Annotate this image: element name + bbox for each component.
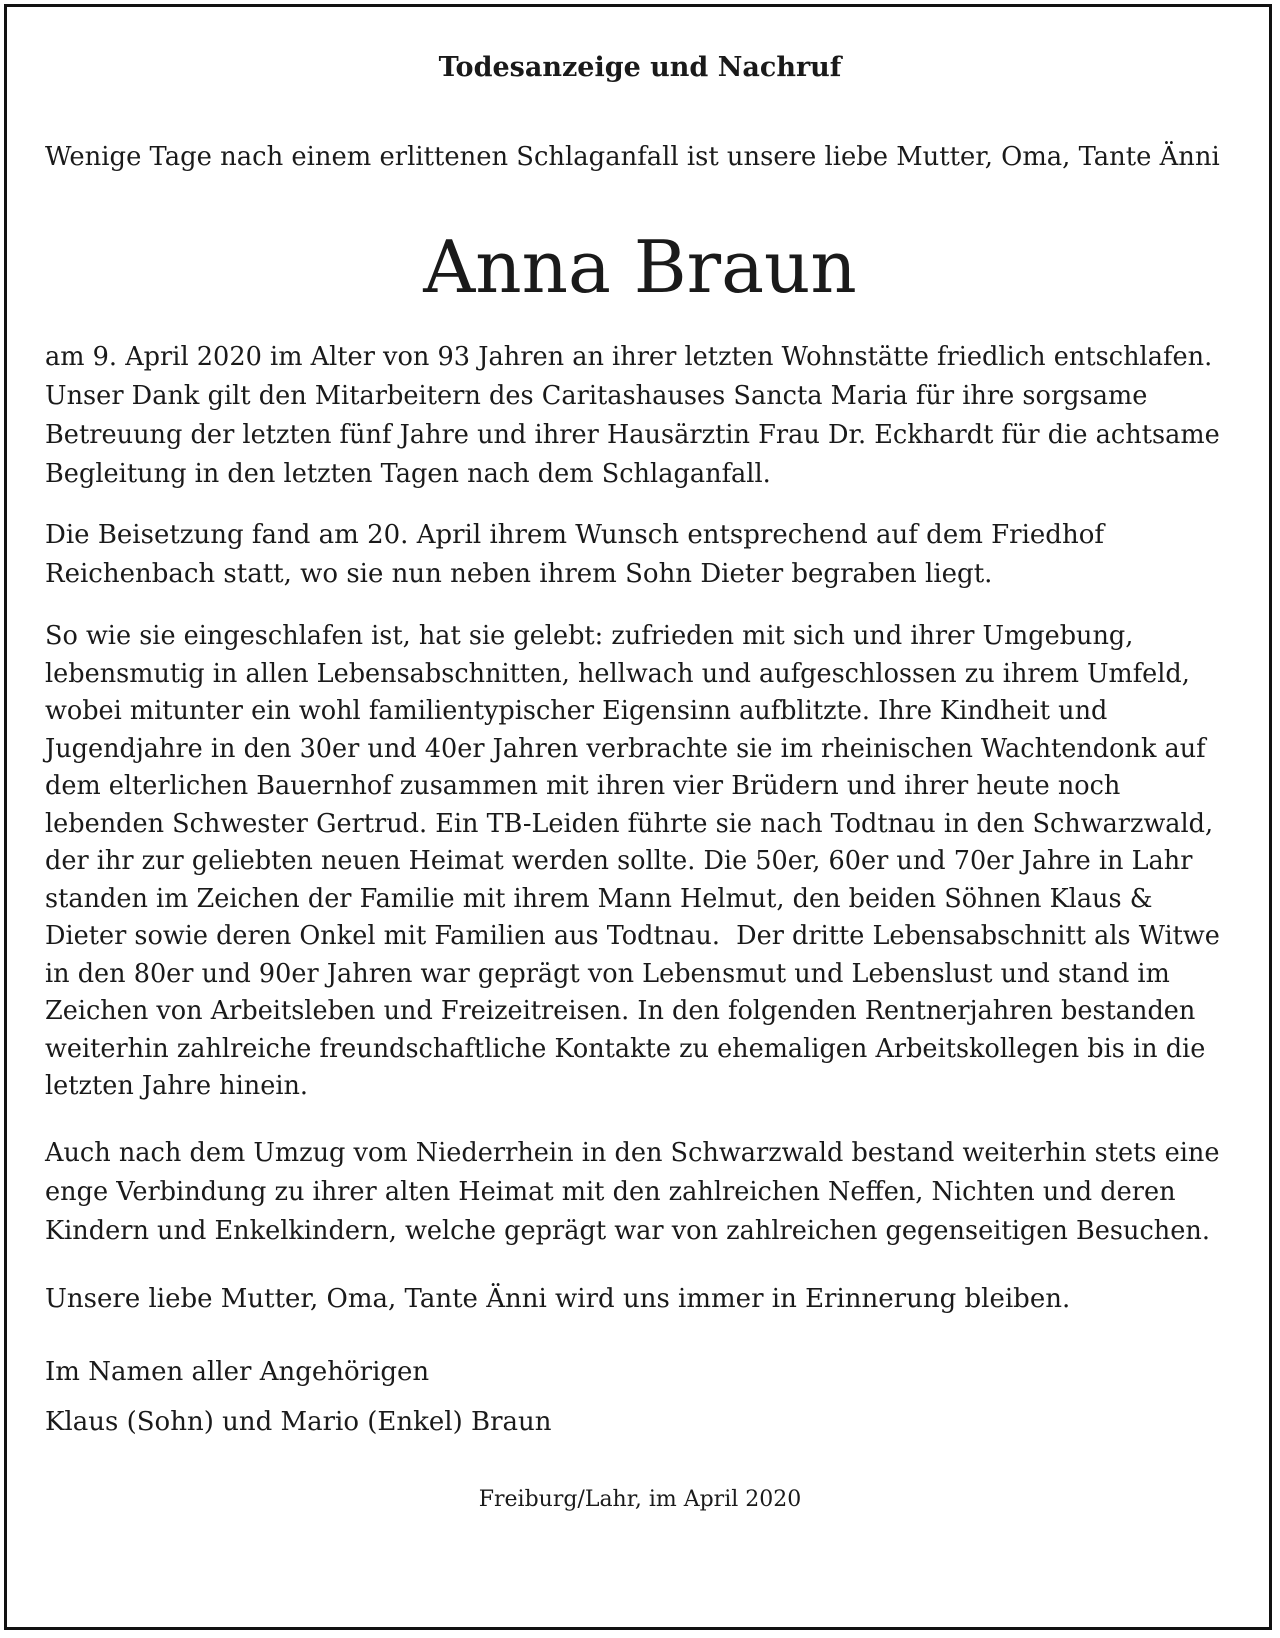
text-line: lebensmutig in allen Lebensabschnitten, hellwach und aufgeschlossen zu ihrem Umfeld,	[45, 658, 1190, 689]
text-line: Klaus (Sohn) und Mario (Enkel) Braun	[45, 1407, 552, 1437]
text-line: enge Verbindung zu ihrer alten Heimat mit den zahlreichen Neffen, Nichten und deren	[45, 1177, 1176, 1207]
text-line: Zeichen von Arbeitsleben und Freizeitreisen. In den folgenden Rentnerjahren bestanden	[45, 996, 1196, 1026]
paragraph-burial	[45, 516, 1104, 594]
closing-line	[45, 1353, 429, 1392]
text-line: dem elterlichen Bauernhof zusammen mit ihren vier Brüdern und ihrer heute noch	[45, 771, 1121, 801]
paragraph-biography	[45, 618, 1242, 1106]
text-line: letzten Jahre hinein.	[45, 1071, 309, 1101]
notice-heading: Todesanzeige und Nachruf	[438, 52, 842, 83]
text-line: lebenden Schwester Gertrud. Ein TB-Leiden führte sie nach Todtnau in den Schwarzwald,	[45, 808, 1214, 839]
text-line: Unser Dank gilt den Mitarbeitern des Caritashauses Sancta Maria für ihre sorgsame	[45, 381, 1148, 411]
text-line: Jugendjahre in den 30er und 40er Jahren verbrachte sie im rheinischen Wachtendonk auf	[45, 733, 1206, 764]
text-line: der ihr zur geliebten neuen Heimat werden sollte. Die 50er, 60er und 70er Jahre in Lahr	[45, 846, 1193, 876]
paragraph-passing	[45, 338, 1239, 494]
paragraph-remembrance	[45, 1280, 1070, 1319]
text-line: in den 80er und 90er Jahren war geprägt von Lebensmut und Lebenslust und stand im	[45, 958, 1170, 989]
text-line: Reichenbach statt, wo sie nun neben ihrem Sohn Dieter begraben liegt.	[45, 559, 993, 589]
text-line: Die Beisetzung fand am 20. April ihrem Wunsch entsprechend auf dem Friedhof	[45, 520, 1104, 550]
text-line: Betreuung der letzten fünf Jahre und ihrer Hausärztin Frau Dr. Eckhardt für die achtsame	[45, 420, 1220, 450]
text-line: So wie sie eingeschlafen ist, hat sie gelebt: zufrieden mit sich und ihrer Umgebung,	[45, 621, 1134, 651]
paragraph-homeland	[45, 1134, 1240, 1251]
text-line: wobei mitunter ein wohl familientypischer Eigensinn aufblitzte. Ihre Kindheit und	[45, 696, 1108, 726]
text-line: standen im Zeichen der Familie mit ihrem Mann Helmut, den beiden Söhnen Klaus &	[45, 883, 1153, 914]
text-line: Begleitung in den letzten Tagen nach dem Schlaganfall.	[45, 459, 771, 489]
signature-line	[45, 1403, 552, 1442]
text-line: Unsere liebe Mutter, Oma, Tante Änni wird uns immer in Erinnerung bleiben.	[45, 1284, 1071, 1314]
text-line: Auch nach dem Umzug vom Niederrhein in den Schwarzwald bestand weiterhin stets eine	[45, 1138, 1220, 1168]
place-date: Freiburg/Lahr, im April 2020	[478, 1487, 802, 1512]
text-line: Kindern und Enkelkindern, welche geprägt war von zahlreichen gegenseitigen Besuchen.	[45, 1216, 1210, 1246]
text-line: weiterhin zahlreiche freundschaftliche Kontakte zu ehemaligen Arbeitskollegen bis in die	[45, 1033, 1206, 1064]
text-line: Im Namen aller Angehörigen	[45, 1357, 430, 1387]
intro-line: Wenige Tage nach einem erlittenen Schlaganfall ist unsere liebe Mutter, Oma, Tante Änni	[45, 142, 1220, 172]
text-line: Dieter sowie deren Onkel mit Familien aus Todtnau. Der dritte Lebensabschnitt als Witwe	[45, 921, 1220, 951]
text-line: am 9. April 2020 im Alter von 93 Jahren an ihrer letzten Wohnstätte friedlich entschlafen.	[45, 342, 1213, 372]
deceased-name: Anna Braun	[423, 225, 857, 309]
